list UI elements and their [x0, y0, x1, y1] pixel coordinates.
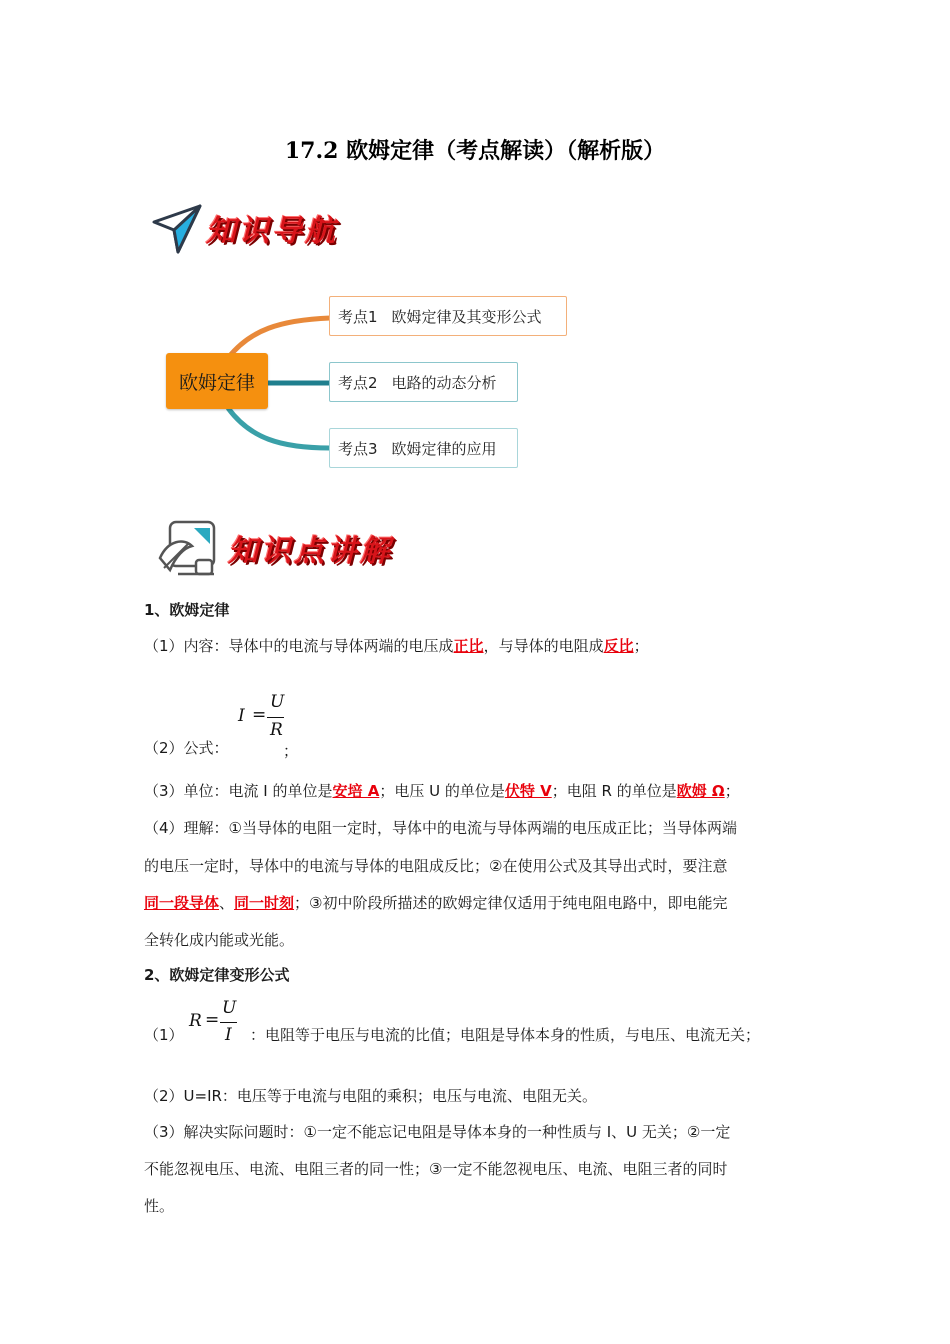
section2-p1-label: （1） — [144, 1026, 184, 1044]
formula2-bar — [220, 1022, 237, 1023]
section2-p3-line1: （3）解决实际问题时：①一定不能忘记电阻是导体本身的一种性质与 I、U 无关；②一定 — [144, 1123, 731, 1141]
node-1-label: 考点1 — [338, 307, 378, 326]
section1-p2-label: （2）公式： — [144, 739, 229, 757]
formula2-den: I — [225, 1025, 232, 1045]
s1p3-text-c: ；电压 U 的单位是 — [379, 782, 505, 800]
s1p3-text-g: ； — [724, 782, 740, 800]
mindmap-node-1 — [329, 296, 567, 336]
s1p3-highlight-volt: 伏特 V — [504, 782, 552, 800]
section1-p2-end: ； — [283, 742, 299, 760]
section1-p4-line3 — [144, 885, 809, 922]
formula1-eq: = — [252, 705, 267, 725]
node-3-text: 欧姆定律的应用 — [391, 439, 497, 458]
node-2-text: 电路的动态分析 — [391, 373, 497, 392]
formula1-den: R — [270, 720, 283, 740]
section2-p3-line3: 性。 — [144, 1197, 175, 1215]
formula1-lhs: I — [238, 706, 245, 726]
node-1-text: 欧姆定律及其变形公式 — [391, 307, 542, 326]
s1p4-highlight-same-moment: 同一时刻 — [234, 894, 295, 912]
s1p1-highlight-inverse: 反比 — [603, 637, 634, 655]
s1p4-sep: 、 — [219, 894, 235, 912]
section2-p2: （2）U=IR：电压等于电流与电阻的乘积；电压与电流、电阻无关。 — [144, 1087, 597, 1105]
s1p1-text-c: ，与导体的电阻成 — [483, 637, 604, 655]
section1-p4-line4: 全转化成内能或光能。 — [144, 931, 295, 949]
s1p3-text-e: ；电阻 R 的单位是 — [551, 782, 677, 800]
section1-p3 — [144, 773, 809, 810]
scroll-quill-icon — [154, 518, 220, 580]
s1p1-text-e: ； — [633, 637, 649, 655]
page-title: 17.2 欧姆定律（考点解读）（解析版） — [284, 138, 666, 164]
section2-p1-text: ：电阻等于电压与电流的比值；电阻是导体本身的性质，与电压、电流无关； — [250, 1026, 761, 1044]
s1p3-highlight-ohm: 欧姆 Ω — [676, 782, 725, 800]
mindmap-node-2 — [329, 362, 518, 402]
section1-p4-line1: （4）理解：①当导体的电阻一定时，导体中的电流与导体两端的电压成正比；当导体两端 — [144, 819, 737, 837]
section1-heading: 1、欧姆定律 — [144, 601, 230, 619]
explain-banner-text: 知识点讲解 — [228, 534, 393, 569]
s1p3-text-a: （3）单位：电流 I 的单位是 — [144, 782, 333, 800]
s1p1-text-a: （1）内容：导体中的电流与导体两端的电压成 — [144, 637, 454, 655]
connector-1 — [228, 318, 330, 358]
mindmap-node-3 — [329, 428, 518, 468]
formula1-bar — [267, 717, 284, 718]
formula2-num: U — [222, 998, 237, 1018]
formula2-lhs: R — [189, 1011, 202, 1031]
s1p4-rest: ；③初中阶段所描述的欧姆定律仅适用于纯电阻电路中，即电能完 — [294, 894, 728, 912]
node-2-label: 考点2 — [338, 373, 378, 392]
formula-r-eq-u-over-i — [189, 998, 249, 1050]
section2-p3-line2: 不能忽视电压、电流、电阻三者的同一性；③一定不能忽视电压、电流、电阻三者的同时 — [144, 1160, 728, 1178]
s1p3-highlight-ampere: 安培 A — [332, 782, 380, 800]
formula1-num: U — [270, 692, 285, 712]
mindmap-root: 欧姆定律 — [166, 353, 268, 409]
section1-p1 — [144, 628, 809, 665]
s1p4-highlight-same-conductor: 同一段导体 — [144, 894, 220, 912]
formula2-eq: = — [205, 1010, 220, 1030]
connector-3 — [228, 408, 330, 448]
explain-banner — [152, 516, 422, 580]
section2-heading: 2、欧姆定律变形公式 — [144, 966, 290, 984]
s1p1-highlight-proportional: 正比 — [453, 637, 484, 655]
nav-banner-text: 知识导航 — [206, 214, 338, 249]
paper-plane-icon — [152, 202, 202, 254]
section1-p4-line2: 的电压一定时，导体中的电流与导体的电阻成反比；②在使用公式及其导出式时，要注意 — [144, 857, 728, 875]
nav-banner — [150, 200, 370, 256]
node-3-label: 考点3 — [338, 439, 378, 458]
